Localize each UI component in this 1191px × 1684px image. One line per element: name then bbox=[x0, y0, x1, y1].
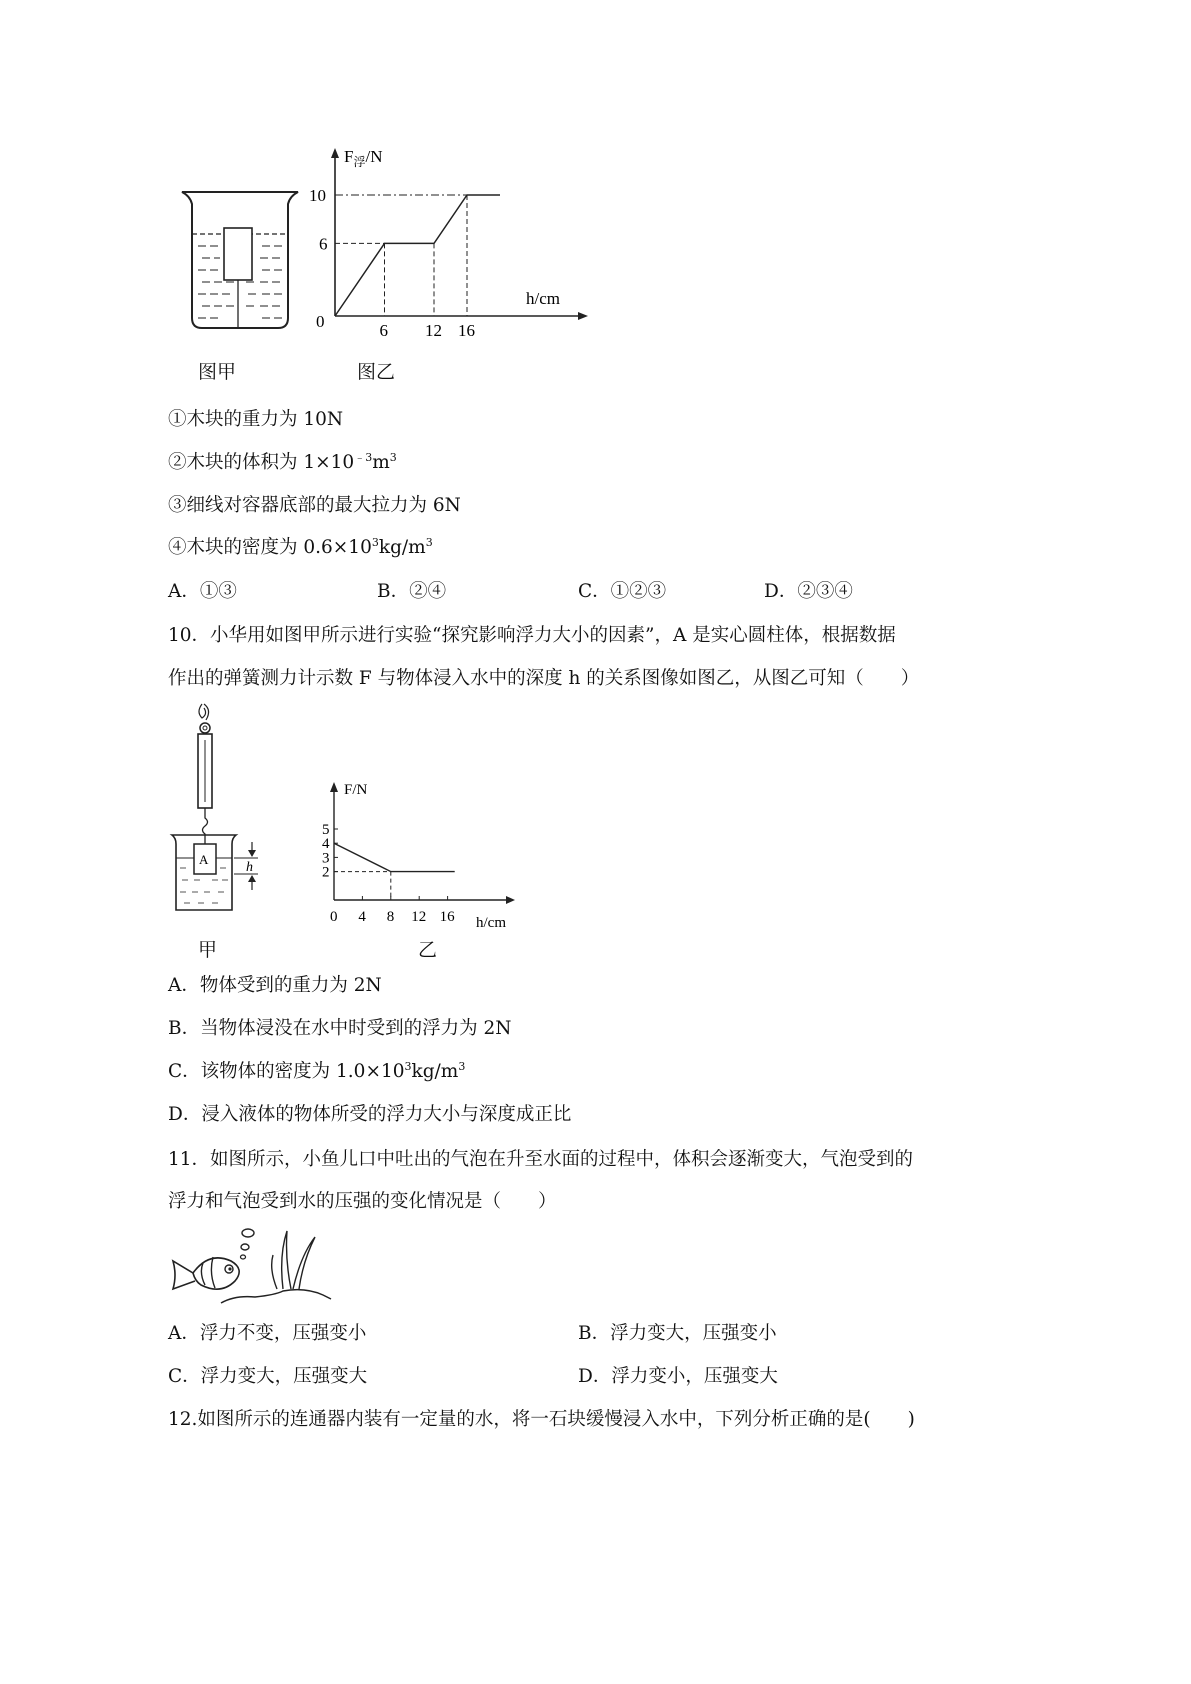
y-axis-arrow-2 bbox=[330, 782, 338, 792]
spring-scale-figure bbox=[168, 700, 268, 915]
y-tick-label: 10 bbox=[309, 186, 326, 205]
x-axis-label: h/cm bbox=[526, 289, 560, 308]
q9-statement-1: ①木块的重力为 10N bbox=[168, 409, 344, 430]
x-tick-label: 16 bbox=[458, 321, 475, 340]
q11-option-c[interactable]: C．浮力变大，压强变大 bbox=[168, 1366, 368, 1387]
y-tick-label-2: 5 bbox=[322, 822, 330, 838]
x-axis-arrow-2 bbox=[506, 896, 515, 904]
y-tick-label: 6 bbox=[319, 234, 328, 254]
x-tick-label-2: 12 bbox=[411, 909, 427, 925]
spring-force-depth-chart bbox=[310, 770, 530, 930]
q10-option-d[interactable]: D．浸入液体的物体所受的浮力大小与深度成正比 bbox=[168, 1104, 572, 1125]
y-tick-label-2: 3 bbox=[322, 850, 330, 867]
q10-stem-line-2: 作出的弹簧测力计示数 F 与物体浸入水中的深度 h 的关系图像如图乙，从图乙可知（ ） bbox=[168, 668, 920, 689]
q9-statement-4: ④木块的密度为 $0.6\times 10^3kg/m^3$ bbox=[168, 536, 433, 558]
q10-option-b[interactable]: B．当物体浸没在水中时受到的浮力为 2N bbox=[168, 1018, 512, 1039]
q9-option-a[interactable]: A．①③ bbox=[168, 581, 237, 602]
origin-label: 0 bbox=[316, 312, 325, 331]
series-line-2 bbox=[334, 843, 455, 871]
x-axis-arrow bbox=[578, 312, 588, 320]
q11-option-d[interactable]: D．浮力变小，压强变大 bbox=[578, 1366, 778, 1387]
q9-option-d[interactable]: D．②③④ bbox=[764, 581, 853, 602]
y-axis-label: $F_浮/N$ bbox=[344, 147, 383, 169]
fish-bubbles-figure bbox=[165, 1225, 335, 1310]
x-axis-label-2: h/cm bbox=[476, 915, 506, 930]
x-tick-label-2: 8 bbox=[386, 909, 395, 925]
beaker-figure-jia bbox=[180, 190, 310, 335]
y-tick-label-2: 4 bbox=[322, 836, 330, 853]
q11-option-a[interactable]: A．浮力不变，压强变小 bbox=[168, 1323, 367, 1344]
q10-option-a[interactable]: A．物体受到的重力为 2N bbox=[168, 975, 382, 996]
q9-option-b[interactable]: B．②④ bbox=[377, 581, 447, 602]
buoyancy-depth-chart bbox=[300, 140, 590, 350]
q10-stem-line-1: 10．小华用如图甲所示进行实验“探究影响浮力大小的因素”，A 是实心圆柱体，根据数据 bbox=[168, 625, 896, 646]
series-line bbox=[335, 195, 500, 316]
q10-caption-yi: 乙 bbox=[418, 939, 438, 961]
x-tick-label-2: 4 bbox=[358, 909, 366, 925]
y-axis-arrow bbox=[331, 148, 339, 158]
q9-statement-2: ②木块的体积为 $1\times 10^{﹣3}m^3$ bbox=[168, 451, 397, 473]
q9-option-c[interactable]: C．①②③ bbox=[578, 581, 667, 602]
q9-statement-3: ③细线对容器底部的最大拉力为 6N bbox=[168, 495, 461, 516]
q10-option-c[interactable]: C．该物体的密度为 $1.0\times 10^3kg/m^3$ bbox=[168, 1060, 466, 1082]
q11-option-b[interactable]: B．浮力变大，压强变小 bbox=[578, 1323, 777, 1344]
y-tick-label-2: 2 bbox=[322, 864, 330, 881]
x-tick-label: 6 bbox=[379, 321, 388, 340]
q10-caption-jia: 甲 bbox=[198, 939, 218, 961]
x-tick-label: 12 bbox=[425, 321, 442, 340]
q11-stem-line-1: 11．如图所示，小鱼儿口中吐出的气泡在升至水面的过程中，体积会逐渐变大，气泡受到的 bbox=[168, 1149, 914, 1170]
x-tick-label-2: 0 bbox=[330, 909, 338, 925]
figure-caption-jia: 图甲 bbox=[198, 361, 237, 383]
h-dimension-label: h bbox=[246, 860, 253, 875]
block-a-label: A bbox=[199, 852, 209, 867]
figure-caption-yi: 图乙 bbox=[357, 361, 396, 383]
q12-stem: 12.如图所示的连通器内装有一定量的水，将一石块缓慢浸入水中，下列分析正确的是( ) bbox=[168, 1409, 915, 1430]
q11-stem-line-2: 浮力和气泡受到水的压强的变化情况是（ ） bbox=[168, 1191, 557, 1212]
x-tick-label-2: 16 bbox=[439, 909, 455, 925]
y-axis-label-2: F/N bbox=[344, 782, 368, 798]
